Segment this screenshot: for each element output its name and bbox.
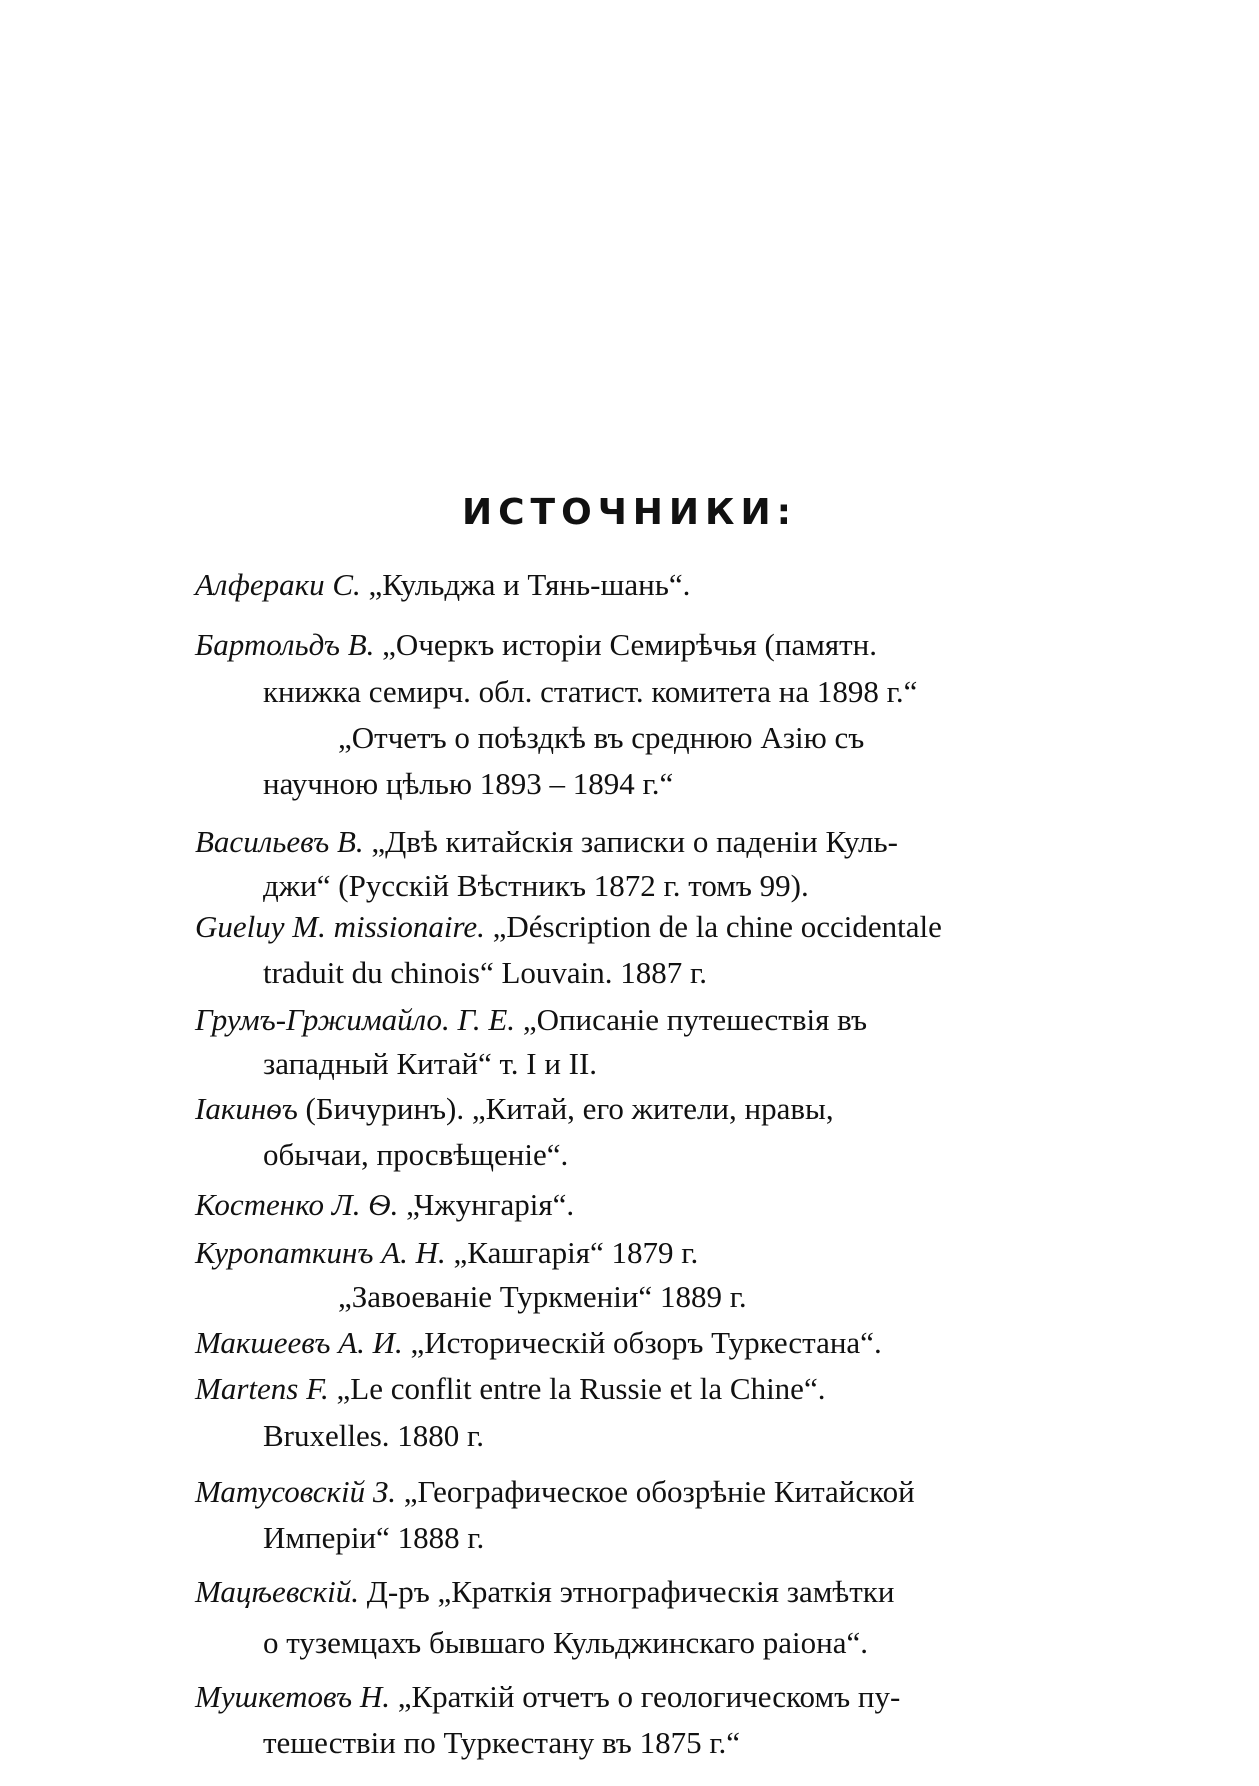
bib-entry-line bbox=[195, 907, 1075, 947]
author-name: Алфераки С. bbox=[195, 567, 361, 602]
entry-text: „Отчетъ о поѣздкѣ въ среднюю Азію съ bbox=[338, 720, 865, 755]
bib-entry-line bbox=[338, 1277, 1075, 1317]
entry-text: „Географическое обозрѣніе Китайской bbox=[396, 1474, 915, 1509]
entry-text: книжка семирч. обл. статист. комитета на 1898 г.“ bbox=[263, 674, 918, 709]
bib-entry-line bbox=[263, 1623, 1075, 1663]
entry-text: „Чжунгарія“. bbox=[398, 1187, 575, 1222]
bib-entry-line bbox=[195, 1000, 1075, 1040]
entry-text: научною цѣлью 1893 – 1894 г.“ bbox=[263, 766, 674, 801]
entry-text: тешествіи по Туркестану въ 1875 г.“ bbox=[263, 1725, 741, 1760]
entry-text: „Кульджа и Тянь-шань“. bbox=[360, 567, 691, 602]
bib-entry-line bbox=[263, 953, 1075, 993]
heading-text: ИСТОЧНИКИ: bbox=[461, 492, 797, 533]
entry-text: „Le conflit entre la Russie et la Chine“. bbox=[328, 1371, 826, 1406]
entry-text: „Двѣ китайскія записки о паденіи Куль- bbox=[363, 824, 898, 859]
author-name: Мушкетовъ Н. bbox=[195, 1679, 390, 1714]
bib-entry-line bbox=[263, 764, 1075, 804]
author-name: Васильевъ В. bbox=[195, 824, 364, 859]
bib-entry-line bbox=[195, 1472, 1075, 1512]
bib-entry-line bbox=[263, 1044, 1075, 1084]
page-heading bbox=[0, 492, 1259, 533]
bib-entry-line bbox=[195, 1185, 1075, 1225]
entry-text: „Завоеваніе Туркменіи“ 1889 г. bbox=[338, 1279, 747, 1314]
bib-entry-line bbox=[263, 1518, 1075, 1558]
entry-text: „Краткій отчетъ о геологическомъ пу- bbox=[389, 1679, 901, 1714]
author-name: Матусовскій З. bbox=[195, 1474, 397, 1509]
entry-text: traduit du chinois“ Louvain. 1887 г. bbox=[263, 955, 708, 990]
entry-text: о туземцахъ бывшаго Кульджинскаго раіона“. bbox=[263, 1625, 869, 1660]
bib-entry-line bbox=[195, 822, 1075, 862]
bib-entry-line bbox=[195, 1089, 1075, 1129]
author-name: Бартольдъ В. bbox=[195, 627, 375, 662]
entry-text: западный Китай“ т. I и II. bbox=[263, 1046, 598, 1081]
author-name: Martens F. bbox=[195, 1371, 329, 1406]
entry-text: „Кашгарія“ 1879 г. bbox=[445, 1235, 699, 1270]
author-name: Іакинѳъ bbox=[195, 1091, 298, 1126]
bib-entry-line bbox=[195, 1369, 1075, 1409]
bib-entry-line bbox=[195, 1572, 1075, 1612]
entry-text: джи“ (Русскій Вѣстникъ 1872 г. томъ 99). bbox=[263, 868, 809, 903]
bib-entry-line bbox=[195, 1323, 1075, 1363]
entry-text: Д-ръ „Краткія этнографическія замѣтки bbox=[359, 1574, 895, 1609]
entry-text: „Описаніе путешествія въ bbox=[515, 1002, 868, 1037]
bib-entry-line bbox=[338, 718, 1075, 758]
entry-text: „Очеркъ исторіи Семирѣчья (памятн. bbox=[374, 627, 877, 662]
author-name: Gueluy M. missionaire. bbox=[195, 909, 485, 944]
entry-text: (Бичуринъ). „Китай, его жители, нравы, bbox=[297, 1091, 834, 1126]
entry-text: обычаи, просвѣщеніе“. bbox=[263, 1137, 569, 1172]
entry-text: „Déscription de la chine occidentale bbox=[484, 909, 942, 944]
bib-entry-line bbox=[263, 672, 1075, 712]
bib-entry-line bbox=[195, 565, 1075, 605]
author-name: Костенко Л. Ѳ. bbox=[195, 1187, 399, 1222]
author-name: Мацѣевскій. bbox=[195, 1574, 359, 1609]
author-name: Грумъ-Гржимайло. Г. Е. bbox=[195, 1002, 516, 1037]
author-name: Куропаткинъ А. Н. bbox=[195, 1235, 446, 1270]
bib-entry-line bbox=[263, 1135, 1075, 1175]
bib-entry-line bbox=[263, 1416, 1075, 1456]
entry-text: Bruxelles. 1880 г. bbox=[263, 1418, 485, 1453]
entry-text: Имперіи“ 1888 г. bbox=[263, 1520, 485, 1555]
entry-text: „Историческій обзоръ Туркестана“. bbox=[402, 1325, 882, 1360]
bib-entry-line bbox=[195, 1677, 1075, 1717]
bib-entry-line bbox=[195, 1233, 1075, 1273]
bib-entry-line bbox=[263, 866, 1075, 906]
bib-entry-line bbox=[263, 1723, 1075, 1763]
bib-entry-line bbox=[195, 625, 1075, 665]
author-name: Макшеевъ А. И. bbox=[195, 1325, 403, 1360]
